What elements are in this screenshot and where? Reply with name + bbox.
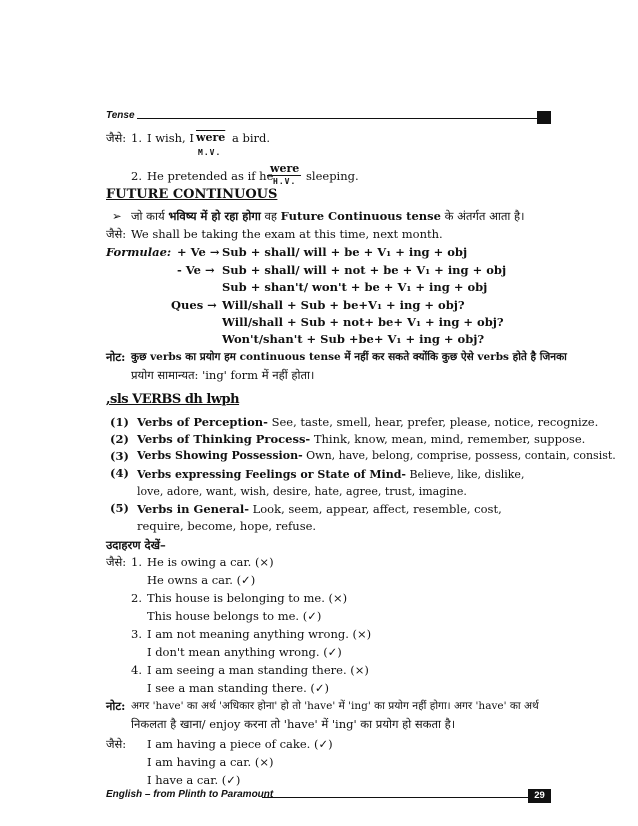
- formula-row: Won't/shan't + Sub +be+ V₁ + ing + obj?: [222, 332, 485, 346]
- verb-item: [137, 415, 598, 429]
- page-number: 29: [528, 789, 551, 803]
- example-wrong: This house is belonging to me. (×): [147, 591, 348, 605]
- verb-item: [137, 466, 552, 500]
- bullet-hi1: जो कार्य: [131, 209, 165, 223]
- bullet-line: [131, 209, 525, 224]
- verb-item: [137, 501, 552, 535]
- verb-item-head: Verbs of Thinking Process-: [137, 432, 311, 446]
- ex2-text-end: sleeping.: [306, 169, 359, 183]
- note-label: नोट:: [106, 350, 126, 364]
- mv-label: M.V.: [198, 148, 222, 157]
- bullet-en: Future Continuous tense: [280, 209, 441, 223]
- jaise-label-3: जैसे:: [106, 555, 127, 569]
- formula-row: Sub + shan't/ won't + be + V₁ + ing + obj: [222, 280, 488, 294]
- ex1-were: were: [196, 131, 226, 144]
- running-footer: English – from Plinth to Paramount: [106, 789, 274, 800]
- verb-item-head: Verbs expressing Feelings or State of Mind-: [137, 468, 406, 481]
- bullet-hi2: वह: [264, 209, 277, 223]
- ex2-text: He pretended as if he: [147, 169, 274, 183]
- section-title-verbs-list: ,sls VERBS dh lwph: [106, 392, 240, 407]
- bullet-bold-hi: भविष्य में हो रहा होगा: [168, 209, 261, 223]
- verb-item-num: (2): [110, 432, 129, 446]
- future-example: We shall be taking the exam at this time, next month.: [131, 227, 443, 241]
- hv-label: H.V.: [273, 177, 297, 186]
- ex1-text-end: a bird.: [232, 131, 271, 145]
- formula-row: Sub + shall/ will + be + V₁ + ing + obj: [222, 245, 468, 259]
- jaise-label: जैसे:: [106, 131, 127, 145]
- final-example: I am having a car. (×): [147, 755, 274, 769]
- verb-item-num: (1): [110, 415, 129, 429]
- note-label-2: नोट:: [106, 699, 126, 713]
- footer-rule: [262, 797, 528, 798]
- verb-item: [137, 432, 585, 446]
- section-title-future-continuous: FUTURE CONTINUOUS: [106, 187, 278, 202]
- formula-row: Will/shall + Sub + be+V₁ + ing + obj?: [222, 298, 465, 312]
- jaise-label-2: जैसे:: [106, 227, 127, 241]
- example-wrong: He is owing a car. (×): [147, 555, 274, 569]
- example-wrong: I am not meaning anything wrong. (×): [147, 627, 372, 641]
- header-block: [537, 111, 551, 124]
- verb-item-body: Think, know, mean, mind, remember, suppose.: [313, 432, 586, 446]
- note-line: कुछ verbs का प्रयोग हम continuous tense में नहीं कर सकते क्योंकि कुछ ऐसे verbs होते है जिनका: [131, 351, 567, 363]
- note-line: निकलता है खाना/ enjoy करना तो 'have' में 'ing' का प्रयोग हो सकता है।: [131, 717, 456, 731]
- verb-item-num: (4): [110, 466, 129, 480]
- bullet-hi3: के अंतर्गत आता है।: [444, 209, 525, 223]
- example-wrong: I am seeing a man standing there. (×): [147, 663, 369, 677]
- example-right: This house belongs to me. (✓): [147, 609, 322, 623]
- verb-item: [137, 449, 616, 462]
- ex2-num: 2.: [131, 169, 142, 183]
- formula-tag-question: Ques →: [171, 298, 217, 312]
- ex1-text: I wish, I: [147, 131, 194, 145]
- ex1-num: 1.: [131, 131, 142, 145]
- verb-item-head: Verbs in General-: [137, 502, 249, 516]
- example-right: I don't mean anything wrong. (✓): [147, 645, 342, 659]
- verb-item-num: (5): [110, 501, 129, 515]
- verb-item-num: (3): [110, 449, 129, 463]
- formula-tag-positive: + Ve →: [177, 245, 220, 259]
- note-line: अगर 'have' का अर्थ 'अधिकार होना' हो तो 'have' में 'ing' का प्रयोग नहीं होगा। अगर 'have' का अर्थ: [131, 700, 539, 712]
- udaharan-label: उदाहरण देखें–: [106, 538, 166, 552]
- header-rule: [137, 118, 537, 119]
- arrow-bullet-icon: ➢: [112, 209, 122, 223]
- verb-item-body: Look, seem, appear, affect, resemble, cost, require, become, hope, refuse.: [137, 502, 502, 533]
- formula-tag-negative: - Ve →: [177, 263, 215, 277]
- note-line: प्रयोग सामान्यत: 'ing' form में नहीं होता।: [131, 368, 315, 382]
- formulae-label: Formulae:: [106, 245, 172, 259]
- verb-item-body: See, taste, smell, hear, prefer, please, notice, recognize.: [271, 415, 599, 429]
- example-num: 2.: [131, 591, 142, 605]
- jaise-label-4: जैसे:: [106, 737, 127, 751]
- example-right: He owns a car. (✓): [147, 573, 256, 587]
- formula-row: Will/shall + Sub + not+ be+ V₁ + ing + obj?: [222, 315, 504, 329]
- final-example: I have a car. (✓): [147, 773, 241, 787]
- example-num: 3.: [131, 627, 142, 641]
- example-right: I see a man standing there. (✓): [147, 681, 330, 695]
- verb-item-body: Own, have, belong, comprise, possess, contain, consist.: [306, 449, 616, 462]
- formula-row: Sub + shall/ will + not + be + V₁ + ing + obj: [222, 263, 507, 277]
- running-header: Tense: [106, 110, 135, 121]
- verb-item-head: Verbs Showing Possession-: [137, 449, 303, 462]
- ex2-were: were: [270, 162, 300, 175]
- verb-item-head: Verbs of Perception-: [137, 415, 268, 429]
- ex2-rule: [267, 175, 301, 176]
- final-example: I am having a piece of cake. (✓): [147, 737, 333, 751]
- example-num: 1.: [131, 555, 142, 569]
- example-num: 4.: [131, 663, 142, 677]
- verb-item-body: Believe, like, dislike, love, adore, want, wish, desire, hate, agree, trust, imagine.: [137, 468, 525, 498]
